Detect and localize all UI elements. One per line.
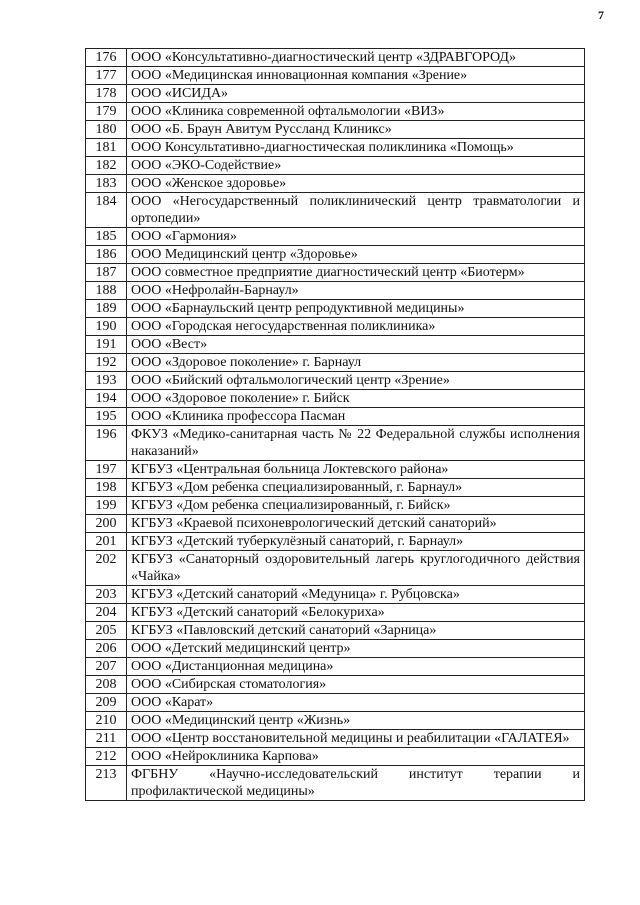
table-row [86,586,585,604]
table-row [86,551,585,586]
organization-name: ООО «Барнаульский центр репродуктивной медицины» [127,300,585,318]
table-row [86,139,585,157]
row-number: 196 [86,426,127,461]
table-row [86,622,585,640]
row-number: 188 [86,282,127,300]
organization-name: ООО «Женское здоровье» [127,175,585,193]
organization-name: КГБУЗ «Павловский детский санаторий «Зарница» [127,622,585,640]
organization-name: ООО «Карат» [127,694,585,712]
table-row [86,408,585,426]
table-row [86,694,585,712]
row-number: 185 [86,228,127,246]
organization-name: ООО «Медицинский центр «Жизнь» [127,712,585,730]
organization-name: ООО «Нефролайн-Барнаул» [127,282,585,300]
organization-name: ООО «Негосударственный поликлинический центр травматологии и ортопедии» [127,193,585,228]
table-row [86,461,585,479]
row-number: 181 [86,139,127,157]
row-number: 182 [86,157,127,175]
table-row [86,157,585,175]
table-row [86,748,585,766]
row-number: 207 [86,658,127,676]
table-row [86,730,585,748]
table-row [86,479,585,497]
row-number: 200 [86,515,127,533]
organization-name: ФГБНУ «Научно-исследовательский институт терапии и профилактической медицины» [127,766,585,801]
table-row [86,640,585,658]
row-number: 198 [86,479,127,497]
table-row [86,658,585,676]
table-row [86,354,585,372]
organization-name: ООО Медицинский центр «Здоровье» [127,246,585,264]
row-number: 190 [86,318,127,336]
table-body [86,49,585,801]
table-row [86,676,585,694]
organization-name: КГБУЗ «Краевой психоневрологический детский санаторий» [127,515,585,533]
organization-name: ООО совместное предприятие диагностический центр «Биотерм» [127,264,585,282]
row-number: 211 [86,730,127,748]
row-number: 194 [86,390,127,408]
organization-name: ООО «Б. Браун Авитум Руссланд Клиникс» [127,121,585,139]
organization-name: КГБУЗ «Дом ребенка специализированный, г. Бийск» [127,497,585,515]
table-row [86,318,585,336]
row-number: 183 [86,175,127,193]
organization-name: ООО «Бийский офтальмологический центр «Зрение» [127,372,585,390]
page-number: 7 [598,8,604,22]
organization-name: ООО «Консультативно-диагностический центр «ЗДРАВГОРОД» [127,49,585,67]
table-row [86,712,585,730]
row-number: 201 [86,533,127,551]
organization-name: ООО «Дистанционная медицина» [127,658,585,676]
row-number: 189 [86,300,127,318]
row-number: 197 [86,461,127,479]
table-row [86,282,585,300]
table-row [86,121,585,139]
table-row [86,533,585,551]
organization-name: КГБУЗ «Санаторный оздоровительный лагерь круглогодичного действия «Чайка» [127,551,585,586]
row-number: 187 [86,264,127,282]
table-row [86,300,585,318]
row-number: 205 [86,622,127,640]
row-number: 202 [86,551,127,586]
table-row [86,193,585,228]
organization-name: ООО Консультативно-диагностическая поликлиника «Помощь» [127,139,585,157]
table-row [86,426,585,461]
organization-name: ООО «Детский медицинский центр» [127,640,585,658]
table-row [86,67,585,85]
organization-name: ООО «Вест» [127,336,585,354]
row-number: 191 [86,336,127,354]
table-row [86,604,585,622]
organization-name: КГБУЗ «Детский туберкулёзный санаторий, г. Барнаул» [127,533,585,551]
table-row [86,264,585,282]
table-row [86,336,585,354]
row-number: 195 [86,408,127,426]
organization-name: ООО «Медицинская инновационная компания «Зрение» [127,67,585,85]
row-number: 192 [86,354,127,372]
organization-name: ФКУЗ «Медико-санитарная часть № 22 Федеральной службы исполнения наказаний» [127,426,585,461]
row-number: 210 [86,712,127,730]
row-number: 176 [86,49,127,67]
organization-name: ООО «ЭКО-Содействие» [127,157,585,175]
organization-name: ООО «Здоровое поколение» г. Бийск [127,390,585,408]
row-number: 213 [86,766,127,801]
table-row [86,372,585,390]
row-number: 204 [86,604,127,622]
organization-name: ООО «Нейроклиника Карпова» [127,748,585,766]
organization-name: КГБУЗ «Центральная больница Локтевского района» [127,461,585,479]
table-row [86,766,585,801]
table-row [86,85,585,103]
organization-name: КГБУЗ «Детский санаторий «Белокуриха» [127,604,585,622]
organization-name: ООО «Клиника профессора Пасман [127,408,585,426]
table-row [86,228,585,246]
row-number: 199 [86,497,127,515]
organization-name: ООО «Центр восстановительной медицины и реабилитации «ГАЛАТЕЯ» [127,730,585,748]
row-number: 212 [86,748,127,766]
row-number: 186 [86,246,127,264]
organizations-table [85,48,585,801]
organization-name: ООО «Городская негосударственная поликлиника» [127,318,585,336]
row-number: 208 [86,676,127,694]
organization-name: ООО «Гармония» [127,228,585,246]
table-row [86,49,585,67]
table-row [86,390,585,408]
table-row [86,175,585,193]
table-row [86,103,585,121]
organization-name: ООО «Здоровое поколение» г. Барнаул [127,354,585,372]
row-number: 203 [86,586,127,604]
table-row [86,515,585,533]
row-number: 177 [86,67,127,85]
table-row [86,246,585,264]
row-number: 193 [86,372,127,390]
organization-name: ООО «ИСИДА» [127,85,585,103]
row-number: 178 [86,85,127,103]
table-row [86,497,585,515]
organization-name: КГБУЗ «Детский санаторий «Медуница» г. Рубцовска» [127,586,585,604]
organization-name: ООО «Сибирская стоматология» [127,676,585,694]
row-number: 179 [86,103,127,121]
row-number: 206 [86,640,127,658]
row-number: 209 [86,694,127,712]
row-number: 184 [86,193,127,228]
organization-name: КГБУЗ «Дом ребенка специализированный, г. Барнаул» [127,479,585,497]
organization-name: ООО «Клиника современной офтальмологии «ВИЗ» [127,103,585,121]
row-number: 180 [86,121,127,139]
